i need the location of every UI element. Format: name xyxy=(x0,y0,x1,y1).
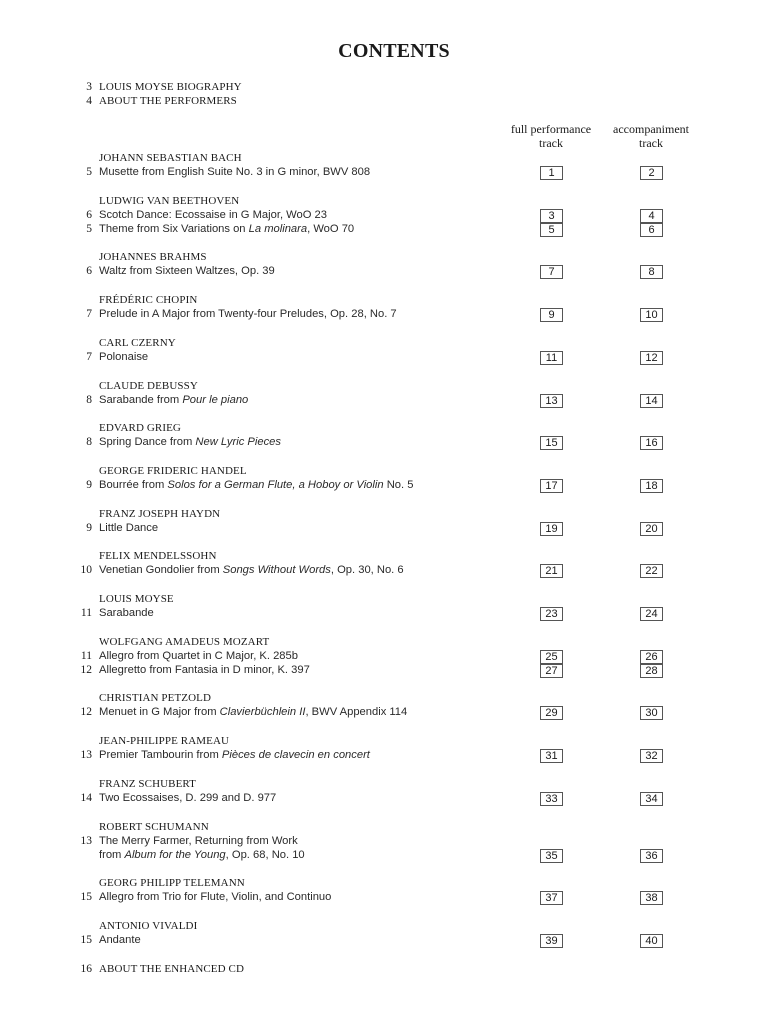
accompaniment-track-box[interactable]: 40 xyxy=(640,934,663,948)
page-number: 7 xyxy=(86,308,92,321)
full-performance-track-box[interactable]: 13 xyxy=(540,394,563,408)
piece-title: Premier Tambourin from Pièces de clavecin en concert xyxy=(99,749,370,762)
heading-label: LUDWIG VAN BEETHOVEN xyxy=(99,194,240,207)
full-performance-track-box[interactable]: 23 xyxy=(540,607,563,621)
accompaniment-track-box[interactable]: 10 xyxy=(640,308,663,322)
heading-label: GEORGE FRIDERIC HANDEL xyxy=(99,464,247,477)
column-header-full-performance xyxy=(496,122,606,150)
column-header-accomp-line1: accompaniment xyxy=(613,122,689,136)
accompaniment-track-box[interactable]: 16 xyxy=(640,436,663,450)
page-number: 13 xyxy=(80,749,92,762)
full-performance-track-box[interactable]: 33 xyxy=(540,792,563,806)
heading-label: ROBERT SCHUMANN xyxy=(99,820,209,833)
page-number: 16 xyxy=(80,963,92,975)
full-performance-track-box[interactable]: 35 xyxy=(540,849,563,863)
piece-title: The Merry Farmer, Returning from Work xyxy=(99,834,298,847)
full-performance-track-box[interactable]: 21 xyxy=(540,564,563,578)
accompaniment-track-box[interactable]: 32 xyxy=(640,749,663,763)
piece-title: Prelude in A Major from Twenty-four Preludes, Op. 28, No. 7 xyxy=(99,308,397,321)
heading-label: FRÉDÉRIC CHOPIN xyxy=(99,294,198,307)
accompaniment-track-box[interactable]: 34 xyxy=(640,792,663,806)
heading-label: ABOUT THE ENHANCED CD xyxy=(99,963,244,975)
page-number: 3 xyxy=(86,81,92,93)
page-number: 10 xyxy=(80,564,92,577)
piece-title: Allegro from Trio for Flute, Violin, and Continuo xyxy=(99,891,332,904)
full-performance-track-box[interactable]: 3 xyxy=(540,209,563,223)
heading-label: JOHANN SEBASTIAN BACH xyxy=(99,152,242,164)
page-number: 15 xyxy=(80,891,92,904)
piece-title: Venetian Gondolier from Songs Without Words, Op. 30, No. 6 xyxy=(99,564,404,577)
heading-label: JEAN-PHILIPPE RAMEAU xyxy=(99,735,230,748)
piece-title: Musette from English Suite No. 3 in G minor, BWV 808 xyxy=(99,166,371,178)
page-number: 9 xyxy=(86,478,92,491)
full-performance-track-box[interactable]: 15 xyxy=(540,436,563,450)
heading-label: FELIX MENDELSSOHN xyxy=(99,550,217,563)
piece-title: from Album for the Young, Op. 68, No. 10 xyxy=(99,848,305,861)
accompaniment-track-box[interactable]: 8 xyxy=(640,265,663,279)
page-number: 14 xyxy=(80,791,92,804)
piece-title: Bourrée from Solos for a German Flute, a Hoboy or Violin No. 5 xyxy=(99,478,414,491)
heading-label: LOUIS MOYSE BIOGRAPHY xyxy=(99,81,242,93)
column-header-full-line2: track xyxy=(539,136,563,150)
full-performance-track-box[interactable]: 39 xyxy=(540,934,563,948)
full-performance-track-box[interactable]: 9 xyxy=(540,308,563,322)
column-header-full-line1: full performance xyxy=(510,122,592,136)
full-performance-track-box[interactable]: 25 xyxy=(540,650,563,664)
piece-title: Sarabande xyxy=(99,607,154,619)
accompaniment-track-box[interactable]: 26 xyxy=(640,650,663,664)
accompaniment-track-box[interactable]: 20 xyxy=(640,522,663,536)
accompaniment-track-box[interactable]: 4 xyxy=(640,209,663,223)
piece-title: Sarabande from Pour le piano xyxy=(99,393,249,406)
heading-label: GEORG PHILIPP TELEMANN xyxy=(99,877,245,890)
full-performance-track-box[interactable]: 11 xyxy=(540,351,563,365)
full-performance-track-box[interactable]: 5 xyxy=(540,223,563,237)
accompaniment-track-box[interactable]: 12 xyxy=(640,351,663,365)
accompaniment-track-box[interactable]: 22 xyxy=(640,564,663,578)
heading-label: FRANZ JOSEPH HAYDN xyxy=(99,507,221,520)
heading-label: WOLFGANG AMADEUS MOZART xyxy=(99,635,270,648)
page-number: 12 xyxy=(80,663,92,676)
page-number: 4 xyxy=(86,95,92,107)
piece-title: Theme from Six Variations on La molinara, WoO 70 xyxy=(99,222,355,235)
page-number: 6 xyxy=(86,265,92,278)
page-number: 9 xyxy=(86,521,92,534)
page-number: 13 xyxy=(80,834,92,847)
full-performance-track-box[interactable]: 7 xyxy=(540,265,563,279)
column-header-accomp-line2: track xyxy=(639,136,663,150)
accompaniment-track-box[interactable]: 38 xyxy=(640,891,663,905)
piece-title: Waltz from Sixteen Waltzes, Op. 39 xyxy=(99,265,275,278)
page-number: 7 xyxy=(86,350,92,363)
piece-title: Polonaise xyxy=(99,350,149,363)
page-number: 6 xyxy=(86,208,92,221)
full-performance-track-box[interactable]: 31 xyxy=(540,749,563,763)
piece-title: Two Ecossaises, D. 299 and D. 977 xyxy=(99,791,277,804)
page-number: 12 xyxy=(80,706,92,719)
heading-label: ANTONIO VIVALDI xyxy=(99,919,198,932)
page-number: 5 xyxy=(86,222,92,235)
heading-label: JOHANNES BRAHMS xyxy=(99,251,207,264)
accompaniment-track-box[interactable]: 24 xyxy=(640,607,663,621)
full-performance-track-box[interactable]: 37 xyxy=(540,891,563,905)
heading-label: LOUIS MOYSE xyxy=(99,593,174,605)
page-number: 11 xyxy=(80,649,92,662)
piece-title: Allegro from Quartet in C Major, K. 285b xyxy=(99,649,298,662)
accompaniment-track-box[interactable]: 6 xyxy=(640,223,663,237)
full-performance-track-box[interactable]: 1 xyxy=(540,166,563,180)
piece-title: Spring Dance from New Lyric Pieces xyxy=(99,436,281,449)
piece-title: Scotch Dance: Ecossaise in G Major, WoO 23 xyxy=(99,208,327,221)
heading-label: ABOUT THE PERFORMERS xyxy=(99,95,237,107)
full-performance-track-box[interactable]: 27 xyxy=(540,664,563,678)
accompaniment-track-box[interactable]: 30 xyxy=(640,706,663,720)
page-number: 8 xyxy=(86,436,92,449)
heading-label: EDVARD GRIEG xyxy=(99,422,181,435)
heading-label: CHRISTIAN PETZOLD xyxy=(99,692,212,705)
column-header-accompaniment xyxy=(596,122,706,150)
piece-title: Menuet in G Major from Clavierbüchlein II, BWV Appendix 114 xyxy=(99,706,408,719)
heading-label: FRANZ SCHUBERT xyxy=(99,777,197,790)
accompaniment-track-box[interactable]: 14 xyxy=(640,394,663,408)
piece-title: Allegretto from Fantasia in D minor, K. 397 xyxy=(99,663,310,676)
page-title: CONTENTS xyxy=(338,40,450,62)
accompaniment-track-box[interactable]: 36 xyxy=(640,849,663,863)
accompaniment-track-box[interactable]: 2 xyxy=(640,166,663,180)
page-number: 11 xyxy=(80,607,92,619)
full-performance-track-box[interactable]: 29 xyxy=(540,706,563,720)
page-number: 15 xyxy=(80,933,92,946)
heading-label: CARL CZERNY xyxy=(99,336,176,349)
heading-label: CLAUDE DEBUSSY xyxy=(99,379,198,392)
accompaniment-track-box[interactable]: 18 xyxy=(640,479,663,493)
full-performance-track-box[interactable]: 19 xyxy=(540,522,563,536)
full-performance-track-box[interactable]: 17 xyxy=(540,479,563,493)
piece-title: Andante xyxy=(99,933,141,946)
piece-title: Little Dance xyxy=(99,521,159,534)
accompaniment-track-box[interactable]: 28 xyxy=(640,664,663,678)
page-number: 5 xyxy=(86,166,92,178)
page-number: 8 xyxy=(86,393,92,406)
